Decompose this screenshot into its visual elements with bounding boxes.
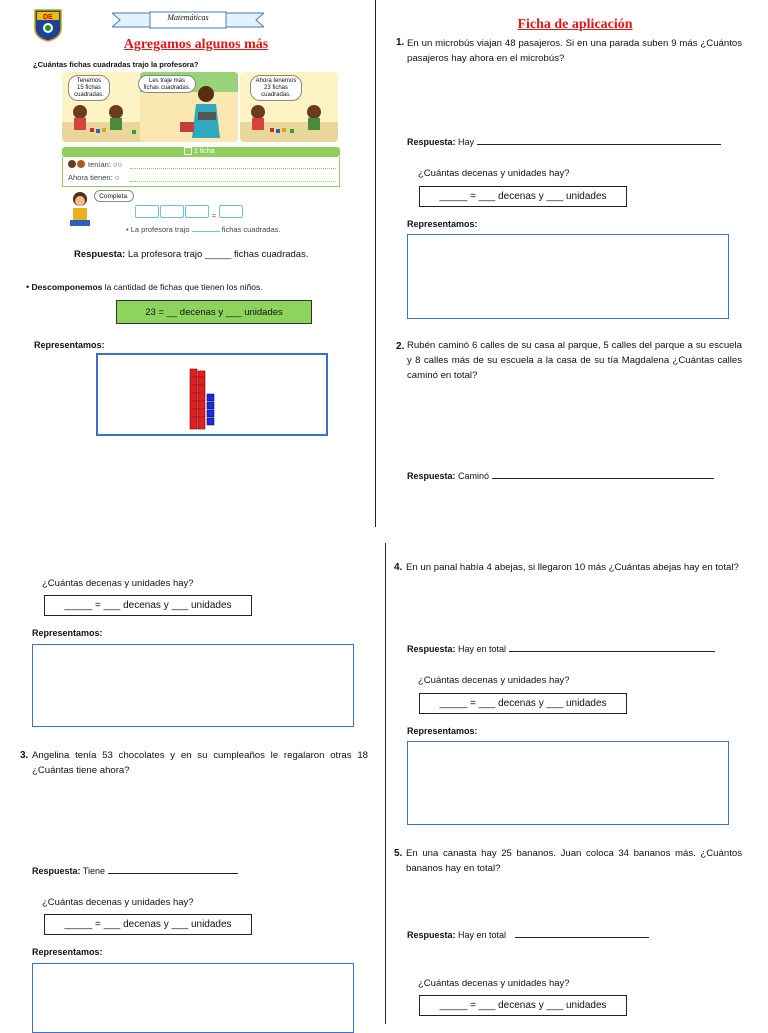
p4-answer-blank[interactable] xyxy=(509,642,715,652)
p2-text: Rubén caminó 6 calles de su casa al parque, 5 calles del parque a su escuela y 8 calles más de su escuela a la casa de su tía Magdalena ¿Cuántas calles caminó en total? xyxy=(407,340,742,381)
p2-number: 2. xyxy=(396,341,405,352)
bl-decenas-box-2[interactable] xyxy=(44,914,252,935)
p1-represent-box[interactable] xyxy=(407,234,729,319)
p5-number: 5. xyxy=(394,848,403,859)
child-figure xyxy=(66,190,94,230)
bullet-bold: Descomponemos xyxy=(31,282,103,292)
subject-banner xyxy=(112,11,264,29)
lesson-title: Agregamos algunos más xyxy=(123,37,269,52)
p1-text: En un microbús viajan 48 pasajeros. Si en una parada suben 9 más ¿Cuántos pasajeros hay ahora en el microbús? xyxy=(407,38,742,64)
row-ahora-label: Ahora tienen: xyxy=(68,173,113,182)
sentence-part-a: La profesora trajo xyxy=(130,225,190,234)
bullet-descomponemos: • Descomponemos la cantidad de fichas que tienen los niños. xyxy=(26,282,263,292)
p3-answer-text: Tiene xyxy=(82,866,106,876)
represent-label-left: Representamos: xyxy=(34,340,105,350)
p2-answer-blank[interactable] xyxy=(492,469,714,479)
legend-square-icon xyxy=(184,147,192,155)
green-equation-text: 23 = __ decenas y ___ unidades xyxy=(145,306,283,318)
p4-answer-label: Respuesta: xyxy=(407,644,456,654)
speech-bubble-right: Ahora tenemos 23 fichas cuadradas. xyxy=(250,75,302,101)
worksheet-title: Ficha de aplicación xyxy=(517,17,633,32)
speech-bubble-left: Tenemos 15 fichas cuadradas. xyxy=(68,75,110,101)
banner-title: Matemáticas xyxy=(167,13,209,22)
bl-decenas-box[interactable] xyxy=(44,595,252,616)
legend-label: 1 ficha xyxy=(194,147,215,155)
blank-box[interactable] xyxy=(219,205,243,218)
p4-number: 4. xyxy=(394,562,403,573)
school-logo xyxy=(33,8,63,42)
p3-answer xyxy=(32,864,238,876)
p1-decenas-question: ¿Cuántas decenas y unidades hay? xyxy=(418,168,570,179)
p2-answer-text: Caminó xyxy=(458,471,490,481)
p5-answer xyxy=(407,928,649,940)
br-represent-label: Representamos: xyxy=(407,726,478,736)
p5-answer-text: Hay en total xyxy=(458,930,507,940)
p1-decenas-box[interactable] xyxy=(419,186,627,207)
br-decenas-box-2[interactable] xyxy=(419,995,627,1016)
bl-represent-box-2[interactable] xyxy=(32,963,354,1033)
p3-text: Angelina tenía 53 chocolates y en su cumpleaños le regalaron otras 18 ¿Cuántas tiene ahora? xyxy=(32,750,368,776)
complete-sentence: • La profesora trajo fichas cuadradas. xyxy=(126,222,281,234)
p5-text: En una canasta hay 25 bananos. Juan coloca 34 bananos más. ¿Cuántos bananos hay en total? xyxy=(406,848,742,874)
br-decenas-question-2: ¿Cuántas decenas y unidades hay? xyxy=(418,978,570,989)
answer-label: Respuesta: xyxy=(74,249,126,260)
p1-answer-blank[interactable] xyxy=(477,135,721,145)
legend-text xyxy=(184,147,215,155)
p2-answer-label: Respuesta: xyxy=(407,471,456,481)
row-ahora: Ahora tienen: ○ xyxy=(68,173,120,182)
row-tenian: tenían: ○○ xyxy=(88,160,123,169)
bl-represent-box[interactable] xyxy=(32,644,354,727)
br-represent-box[interactable] xyxy=(407,741,729,825)
blank-box[interactable] xyxy=(135,205,159,218)
row-tenian-line xyxy=(130,168,336,169)
bl-decenas-box-text: _____ = ___ decenas y ___ unidades xyxy=(64,600,232,611)
p1-answer-label: Respuesta: xyxy=(407,137,456,147)
answer-text: La profesora trajo _____ fichas cuadradas. xyxy=(127,249,309,260)
speech-bubble-middle: Les traje más fichas cuadradas. xyxy=(138,75,196,93)
p2-answer xyxy=(407,469,714,481)
p1-answer xyxy=(407,135,721,147)
row-tenian-label: tenían: xyxy=(88,160,111,169)
svg-text:DE: DE xyxy=(43,14,53,21)
p4-text: En un panal había 4 abejas, si llegaron 10 más ¿Cuántas abejas hay en total? xyxy=(406,562,739,573)
bullet-rest: la cantidad de fichas que tienen los niños. xyxy=(102,282,263,292)
blank-box[interactable] xyxy=(185,205,209,218)
equation-boxes: = xyxy=(135,205,243,221)
bl-decenas-box-2-text: _____ = ___ decenas y ___ unidades xyxy=(64,919,232,930)
p5-answer-label: Respuesta: xyxy=(407,930,456,940)
sentence-blank[interactable] xyxy=(192,222,220,232)
p4-answer-text: Hay en total xyxy=(458,644,507,654)
p1-number: 1. xyxy=(396,37,405,48)
br-decenas-box-2-text: _____ = ___ decenas y ___ unidades xyxy=(439,1000,607,1011)
kids-faces-icon xyxy=(68,160,85,170)
bl-represent-label-2: Representamos: xyxy=(32,947,103,957)
bl-represent-label: Representamos: xyxy=(32,628,103,638)
br-decenas-question: ¿Cuántas decenas y unidades hay? xyxy=(418,675,570,686)
base-ten-blocks xyxy=(188,367,228,437)
lesson-question: ¿Cuántas fichas cuadradas trajo la profesora? xyxy=(33,60,199,69)
column-divider-top xyxy=(375,0,376,527)
br-decenas-box-text: _____ = ___ decenas y ___ unidades xyxy=(439,698,607,709)
bl-decenas-question-2: ¿Cuántas decenas y unidades hay? xyxy=(42,897,194,908)
row-ahora-line xyxy=(130,181,336,182)
answer-line-left xyxy=(74,249,308,260)
p1-decenas-box-text: _____ = ___ decenas y ___ unidades xyxy=(439,191,607,202)
p4-answer xyxy=(407,642,715,654)
blank-box[interactable] xyxy=(160,205,184,218)
p1-answer-text: Hay xyxy=(458,137,475,147)
represent-box-left[interactable] xyxy=(96,353,328,436)
bl-decenas-question: ¿Cuántas decenas y unidades hay? xyxy=(42,578,194,589)
p3-number: 3. xyxy=(20,750,29,761)
column-divider-bottom xyxy=(385,543,386,1024)
p3-answer-blank[interactable] xyxy=(108,864,238,874)
green-equation-box xyxy=(116,300,312,324)
p3-answer-label: Respuesta: xyxy=(32,866,81,876)
complete-bubble: Completa. xyxy=(94,190,134,202)
sentence-part-b: fichas cuadradas. xyxy=(221,225,281,234)
p5-answer-blank[interactable] xyxy=(515,928,649,938)
br-decenas-box[interactable] xyxy=(419,693,627,714)
p1-represent-label: Representamos: xyxy=(407,219,478,229)
